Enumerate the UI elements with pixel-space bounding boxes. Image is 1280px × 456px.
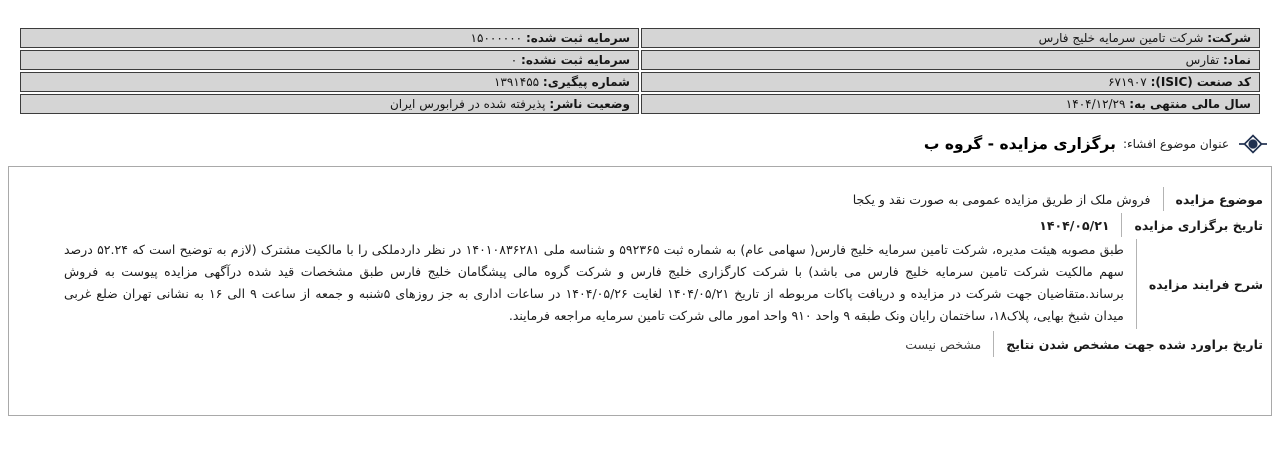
results-date-label: تاریخ براورد شده جهت مشخص شدن نتایج [993, 331, 1263, 357]
auction-subject-value: فروش ملک از طریق مزایده عمومی به صورت نقد و یکجا [852, 191, 1151, 207]
issuer-status-label: وضعیت ناشر: [549, 96, 630, 111]
info-row-3 [20, 72, 1260, 92]
results-date-row [64, 331, 1263, 357]
unregistered-capital-label: سرمایه ثبت نشده: [521, 52, 630, 67]
auction-date-value: ۱۴۰۴/۰۵/۲۱ [1039, 217, 1110, 233]
auction-process-description: طبق مصوبه هیئت مدیره، شرکت تامین سرمایه خلیج فارس( سهامی عام) به شماره ثبت ۵۹۲۳۶۵ و شناسه ملی ۱۴۰۱۰۸۳۶۲۸۱ در نظر داردملکی را با مالکیت مشترک (لازم به توضیح است که ۵۲.۲۴ درصد سهم مالکیت شرکت تامین سرمایه خلیج فارس می باشد) با شرکت کارگزاری خلیج فارس و شرکت گروه مالی پیشگامان خلیج فارس طبق مشخصات قید شده درآگهی مزایده پیوست به فروش برساند.متقاضیان جهت شرکت در مزایده و دریافت پاکات مربوطه از تاریخ ۱۴۰۴/۰۵/۲۱ لغایت ۱۴۰۴/۰۵/۲۶ در ساعات اداری به جز روزهای ۵شنبه و جمعه از ساعت ۹ الی ۱۶ به نشانی تهران ضلع غربی میدان شیخ بهایی، پلاک۱۸، ساختمان رایان ونک طبقه ۹ واحد ۹۱۰ واحد امور مالی شرکت تامین سرمایه مراجعه فرمایند. [64, 242, 1124, 323]
disclosure-header [10, 128, 1270, 160]
tracking-number-value: ۱۳۹۱۴۵۵ [493, 74, 540, 89]
info-row-1 [20, 28, 1260, 48]
unregistered-capital-value: ۰ [510, 52, 518, 67]
info-row-4 [20, 94, 1260, 114]
unregistered-capital-cell [20, 50, 639, 70]
isic-cell [641, 72, 1260, 92]
fiscal-year-value: ۱۴۰۴/۱۲/۲۹ [1065, 96, 1126, 111]
auction-process-value [64, 239, 1136, 329]
auction-details-box [8, 166, 1272, 416]
symbol-cell [641, 50, 1260, 70]
issuer-status-cell [20, 94, 639, 114]
auction-date-label: تاریخ برگزاری مزایده [1121, 213, 1263, 237]
auction-date-row [64, 213, 1263, 237]
auction-subject-label: موضوع مزایده [1163, 187, 1263, 211]
tracking-number-cell [20, 72, 639, 92]
issuer-status-value: پذیرفته شده در فرابورس ایران [389, 96, 546, 111]
auction-process-label: شرح فرایند مزایده [1136, 239, 1263, 329]
auction-subject-row [64, 187, 1263, 211]
disclosure-subject-prefix: عنوان موضوع افشاء: [1122, 137, 1229, 151]
tracking-number-label: شماره پیگیری: [542, 74, 630, 89]
issuer-info-table [18, 26, 1262, 116]
isic-value: ۶۷۱۹۰۷ [1108, 74, 1147, 89]
auction-process-row [64, 239, 1263, 329]
results-date-value: مشخص نیست [905, 336, 982, 352]
fiscal-year-cell [641, 94, 1260, 114]
bullseye-diamond-icon [1236, 129, 1270, 159]
company-label: شرکت: [1207, 30, 1251, 45]
company-value: شرکت تامین سرمایه خلیج فارس [1038, 30, 1204, 45]
registered-capital-cell [20, 28, 639, 48]
symbol-label: نماد: [1222, 52, 1251, 67]
fiscal-year-label: سال مالی منتهی به: [1129, 96, 1251, 111]
info-row-2 [20, 50, 1260, 70]
company-cell [641, 28, 1260, 48]
registered-capital-value: ۱۵۰۰۰۰۰۰ [470, 30, 523, 45]
disclosure-subject-title: برگزاری مزایده - گروه ب [923, 135, 1116, 153]
isic-label: کد صنعت (ISIC): [1150, 74, 1251, 89]
symbol-value: تفارس [1185, 52, 1220, 67]
registered-capital-label: سرمایه ثبت شده: [525, 30, 630, 45]
